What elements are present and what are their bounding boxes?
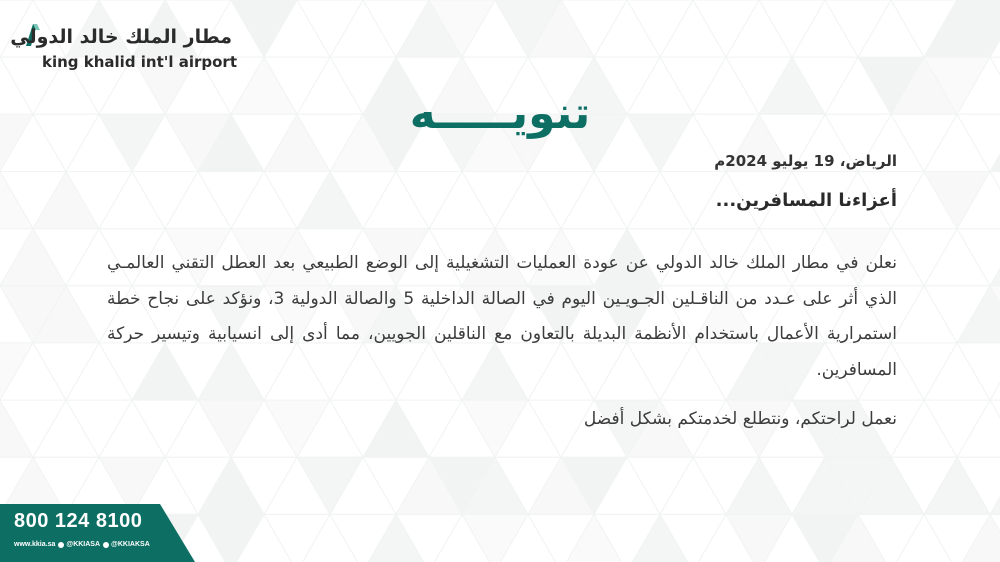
notice-date: الرياض، 19 يوليو 2024م [714,152,897,170]
notice-closing: نعمل لراحتكم، ونتطلع لخدمتكم بشكل أفضل [583,409,897,429]
social-handle-1[interactable]: @KKIASA [66,541,101,548]
logo-arabic-name: مطار الملك خالد الدولي [10,26,232,48]
website-link[interactable]: www.kkia.sa [14,541,56,548]
notice-greeting: أعزاءنا المسافرين... [715,190,897,211]
airport-logo [10,22,237,78]
instagram-icon [103,542,109,548]
contact-banner [0,504,195,562]
phone-number[interactable]: 800 124 8100 [14,510,143,532]
notice-body: نعلن في مطار الملك خالد الدولي عن عودة العمليات التشغيلية إلى الوضع الطبيعي بعد العطل التقني العالمـي الذي أثر على عـدد من الناقـلين الجـويـين اليوم في الصالة الداخلية 5 والصالة الدولية 3، ونؤكد على نجاح خطة استمرارية الأعمال باستخدام الأنظمة البديلة بالتعاون مع الناقلين الجويين، مما أدى إلى انسيابية وتيسير حركة المسافرين. [107,253,897,380]
logo-english-name: king khalid int'l airport [42,53,237,71]
notice-title: تنويـــــه [409,88,591,139]
notice-content [107,148,897,434]
social-links [14,541,150,548]
social-handle-2[interactable]: @KKIAKSA [111,541,150,548]
x-icon [58,542,64,548]
